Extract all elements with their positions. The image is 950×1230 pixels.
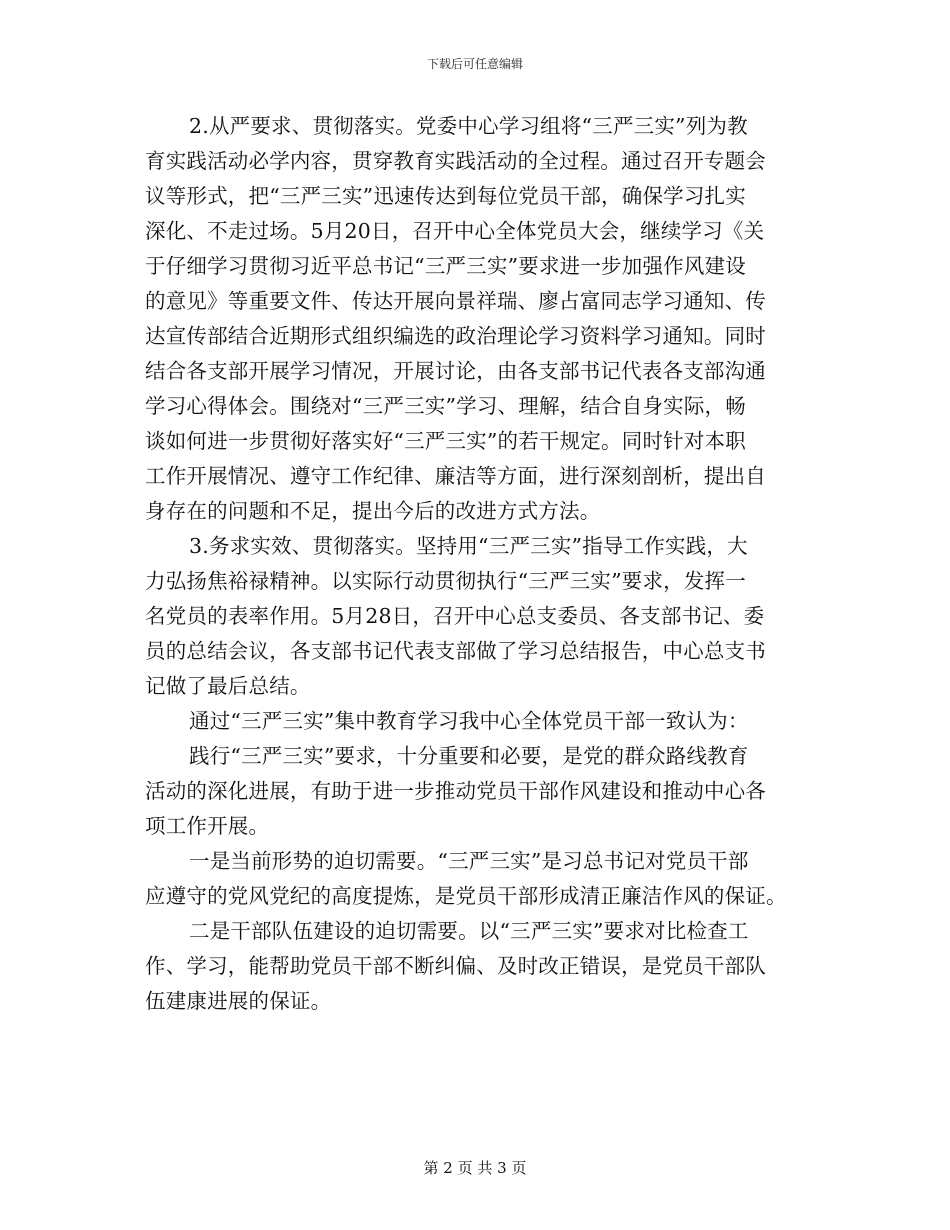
text-line: 员的总结会议，各支部书记代表支部做了学习总结报告，中心总支书 <box>145 639 766 663</box>
text-line: 名党员的表率作用。5月28日，召开中心总支委员、各支部书记、委 <box>145 604 765 628</box>
text-line: 议等形式，把“三严三实”迅速传达到每位党员干部，确保学习扎实 <box>145 184 746 208</box>
text-line: 活动的深化进展，有助于进一步推动党员干部作风建设和推动中心各 <box>145 779 766 803</box>
text-line: 作、学习，能帮助党员干部不断纠偏、及时改正错误，是党员干部队 <box>145 954 766 978</box>
text-line: 深化、不走过场。5月20日，召开中心全体党员大会，继续学习《关 <box>145 219 765 243</box>
document-body <box>145 109 805 1019</box>
text-line: 的意见》等重要文件、传达开展向景祥瑞、廖占富同志学习通知、传 <box>145 289 766 313</box>
text-line: 谈如何进一步贯彻好落实好“三严三实”的若干规定。同时针对本职 <box>145 429 746 453</box>
text-line: 二是干部队伍建设的迫切需要。以“三严三实”要求对比检查工 <box>189 919 749 943</box>
text-line: 一是当前形势的迫切需要。“三严三实”是习总书记对党员干部 <box>189 849 749 873</box>
text-line: 应遵守的党风党纪的高度提炼，是党员干部形成清正廉洁作风的保证。 <box>145 884 787 908</box>
text-line: 记做了最后总结。 <box>145 674 311 698</box>
text-line: 于仔细学习贯彻习近平总书记“三严三实”要求进一步加强作风建设 <box>145 254 746 278</box>
text-line: 2.从严要求、贯彻落实。党委中心学习组将“三严三实”列为教 <box>189 114 748 138</box>
text-line: 3.务求实效、贯彻落实。坚持用“三严三实”指导工作实践，大 <box>189 534 748 558</box>
text-line: 力弘扬焦裕禄精神。以实际行动贯彻执行“三严三实”要求，发挥一 <box>145 569 746 593</box>
text-line: 身存在的问题和不足，提出今后的改进方式方法。 <box>145 499 601 523</box>
text-line: 学习心得体会。围绕对“三严三实”学习、理解，结合自身实际，畅 <box>145 394 746 418</box>
page-header-note: 下载后可任意编辑 <box>426 57 523 71</box>
page-number: 第 2 页 共 3 页 <box>423 1159 527 1177</box>
text-line: 达宣传部结合近期形式组织编选的政治理论学习资料学习通知。同时 <box>145 324 766 348</box>
text-line: 育实践活动必学内容，贯穿教育实践活动的全过程。通过召开专题会 <box>145 149 766 173</box>
text-line: 结合各支部开展学习情况，开展讨论，由各支部书记代表各支部沟通 <box>145 359 766 383</box>
text-line: 伍建康进展的保证。 <box>145 989 332 1013</box>
text-line: 践行“三严三实”要求，十分重要和必要，是党的群众路线教育 <box>189 744 749 768</box>
text-line: 项工作开展。 <box>145 814 270 838</box>
text-line: 工作开展情况、遵守工作纪律、廉洁等方面，进行深刻剖析，提出自 <box>145 464 766 488</box>
text-line: 通过“三严三实”集中教育学习我中心全体党员干部一致认为： <box>189 709 749 733</box>
